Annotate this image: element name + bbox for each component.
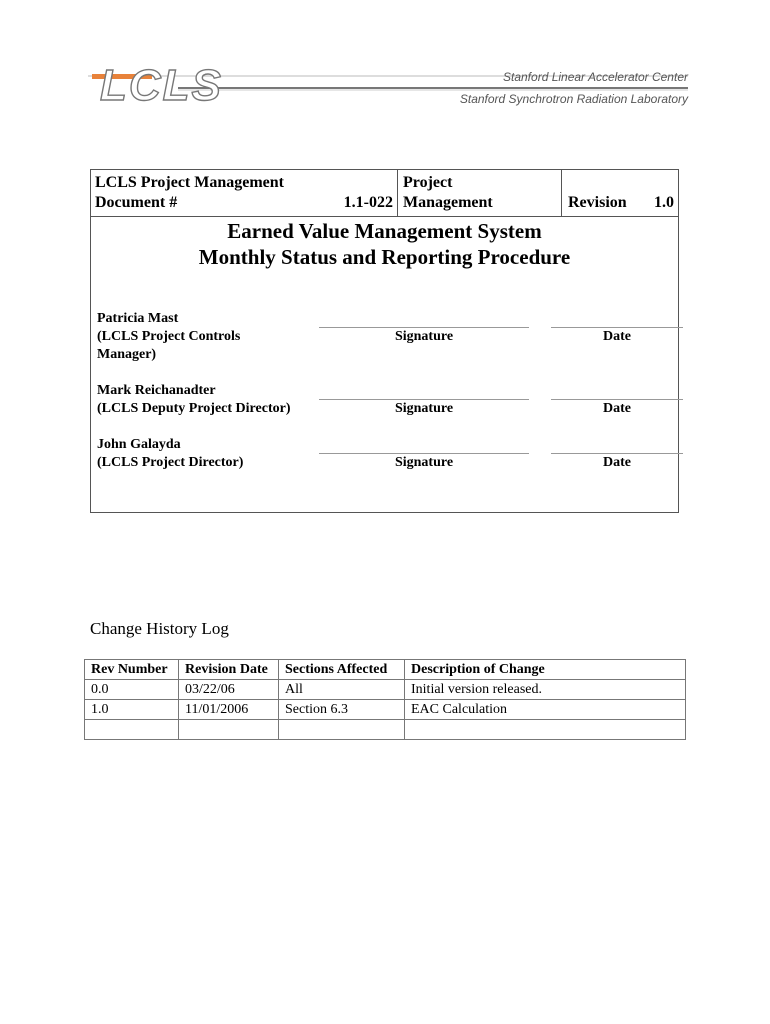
doc-series-line1: LCLS Project Management bbox=[95, 174, 284, 191]
column-header: Revision Date bbox=[179, 660, 279, 680]
column-header: Rev Number bbox=[85, 660, 179, 680]
category-line1: Project bbox=[403, 174, 453, 191]
table-row bbox=[85, 700, 686, 720]
table-cell: 1.0 bbox=[85, 700, 179, 720]
signature-label: Signature bbox=[394, 401, 454, 416]
title-line2: Monthly Status and Reporting Procedure bbox=[198, 245, 571, 269]
table-cell bbox=[179, 720, 279, 740]
signer-role: (LCLS Deputy Project Director) bbox=[97, 401, 291, 416]
org-line-2: Stanford Synchrotron Radiation Laboratory bbox=[459, 92, 688, 106]
document-header-row bbox=[91, 170, 678, 217]
lcls-logo-header bbox=[88, 56, 688, 112]
column-header: Description of Change bbox=[405, 660, 686, 680]
table-cell bbox=[405, 720, 686, 740]
document-title bbox=[91, 218, 678, 270]
table-cell: 0.0 bbox=[85, 680, 179, 700]
table-row bbox=[85, 720, 686, 740]
signer-name: Patricia Mast bbox=[97, 311, 179, 326]
revision-value: 1.0 bbox=[654, 194, 674, 211]
signature-label: Signature bbox=[394, 455, 454, 470]
signer-role: Manager) bbox=[97, 347, 157, 362]
title-line1: Earned Value Management System bbox=[227, 219, 542, 243]
table-header-row bbox=[85, 660, 686, 680]
revision bbox=[568, 193, 674, 213]
header-divider bbox=[561, 170, 562, 216]
table-row bbox=[85, 680, 686, 700]
document-category bbox=[403, 173, 553, 213]
signer-role: (LCLS Project Controls bbox=[97, 329, 241, 344]
date-label: Date bbox=[603, 455, 631, 470]
table-cell bbox=[85, 720, 179, 740]
signer-name: John Galayda bbox=[97, 437, 181, 452]
logo-text: LCLS bbox=[100, 61, 223, 110]
title-block bbox=[90, 169, 679, 513]
change-history-title: Change History Log bbox=[90, 619, 229, 638]
date-label: Date bbox=[603, 401, 631, 416]
table-cell: 03/22/06 bbox=[179, 680, 279, 700]
change-history-table bbox=[84, 659, 686, 740]
column-header: Sections Affected bbox=[279, 660, 405, 680]
signer-role: (LCLS Project Director) bbox=[97, 455, 244, 470]
table-cell: EAC Calculation bbox=[405, 700, 686, 720]
table-cell: 11/01/2006 bbox=[179, 700, 279, 720]
date-label: Date bbox=[603, 329, 631, 344]
document-number: 1.1-022 bbox=[343, 194, 393, 211]
org-line-1: Stanford Linear Accelerator Center bbox=[503, 70, 688, 84]
table-cell: All bbox=[279, 680, 405, 700]
table-cell bbox=[279, 720, 405, 740]
category-line2: Management bbox=[403, 194, 493, 211]
revision-label: Revision bbox=[568, 194, 627, 211]
doc-series-line2: Document # bbox=[95, 194, 178, 211]
signature-label: Signature bbox=[394, 329, 454, 344]
table-cell: Initial version released. bbox=[405, 680, 686, 700]
signer-name: Mark Reichanadter bbox=[97, 383, 216, 398]
header-divider bbox=[397, 170, 398, 216]
table-cell: Section 6.3 bbox=[279, 700, 405, 720]
